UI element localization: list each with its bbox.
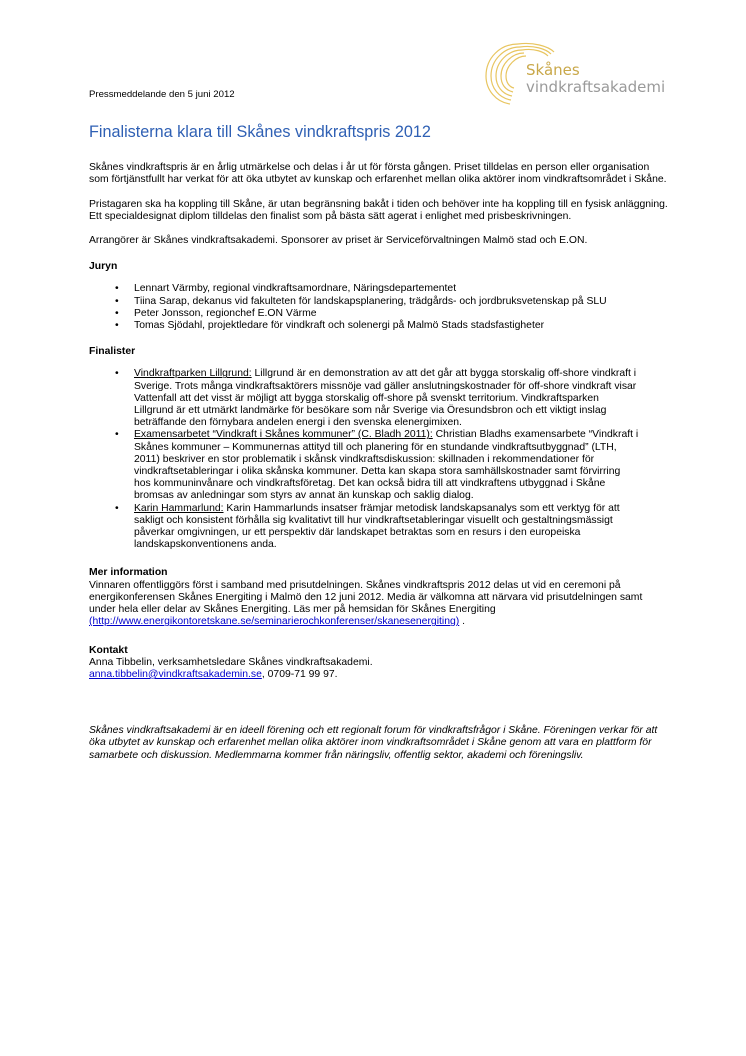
finalists-heading: Finalister	[89, 346, 136, 358]
more-info-trailing: .	[459, 616, 465, 628]
finalist-text: Christian Bladhs examensarbete “Vindkraft i Skånes kommuner – Kommunernas attityd till och planering för en stundande vindkraftsutbyggnad” (LTH, 2011) beskriver en stor problematik i skånsk vindkraftsdiskussion: skillnaden i rekommendationer för vindkraftsetableringar i olika skånska kommuner. Detta kan skapa stora samhällskostnader samt förvirring hos kommuninvånare och vindkraftsföretag. Det kan också bidra till att vindkraftens utbyggnad i Skåne bromsas av anledningar som styrs av annat än kunskap och saklig dialog.	[134, 429, 639, 502]
energiting-link[interactable]: (http://www.energikontoretskane.se/seminarierochkonferenser/skanesenergiting)	[89, 616, 460, 628]
list-item	[134, 368, 669, 429]
contact-name: Anna Tibbelin, verksamhetsledare Skånes vindkraftsakademi.	[89, 656, 373, 668]
organizers-paragraph: Arrangörer är Skånes vindkraftsakademi. Sponsorer av priset är Serviceförvaltningen Malmö stad och E.ON.	[89, 235, 588, 247]
list-item: • Peter Jonsson, regionchef E.ON Värme	[134, 308, 669, 320]
finalist-label: Karin Hammarlund:	[134, 502, 224, 514]
logo-name: Skånes	[526, 61, 580, 79]
intro-paragraph: Skånes vindkraftspris är en årlig utmärkelse och delas i år ut för första gången. Priset tilldelas en person eller organisation som förtjänstfullt har verkat för att öka utbytet av kunskap och erfarenhet mellan olika aktörer inom vindkraftsområdet i Skåne.	[89, 162, 667, 186]
list-item: • Lennart Värmby, regional vindkraftsamordnare, Näringsdepartementet	[134, 283, 669, 295]
organization-footer: Skånes vindkraftsakademi är en ideell förening och ett regionalt forum för vindkraftsfrågor i Skåne. Föreningen verkar för att öka utbytet av kunskap och erfarenhet mellan olika aktörer inom vindkraftsområdet i Skåne genom att vara en plattform för samarbete och diskussion. Medlemmarna kommer från näringsliv, offentlig sektor, akademi och föreningsliv.	[89, 725, 658, 761]
list-item: • Tomas Sjödahl, projektledare för vindkraft och solenergi på Malmö Stads stadsfastigheter	[134, 320, 669, 332]
eligibility-paragraph: Pristagaren ska ha koppling till Skåne, är utan begränsning bakåt i tiden och behöver inte ha koppling till en fysisk anläggning. Ett specialdesignat diplom tilldelas den finalist som på bästa sätt agerat i enlighet med prisbeskrivningen.	[89, 198, 668, 222]
finalist-text: Lillgrund är en demonstration av att det går att bygga storskalig off-shore vindkraft i Sverige. Trots många vindkraftsaktörers missnöje vad gäller anslutningskostnader för off-shore vindkraft visar Vattenfall att det visst är möjligt att bygga storskalig off-shore på svenskt territorium. Vindkraftsparken Lillgrund är ett utmärkt landmärke för besökare som når Sverige via Öresundsbron och ett viktigt inslag beträffande den förnybara andelen energi i den svenska elenergimixen.	[134, 368, 637, 429]
more-info-paragraph	[89, 580, 669, 629]
contact-email-link[interactable]: anna.tibbelin@vindkraftsakademin.se	[89, 668, 262, 680]
finalists-list	[89, 368, 669, 551]
finalist-label: Examensarbetet “Vindkraft i Skånes kommuner” (C. Bladh 2011):	[134, 429, 433, 441]
more-info-heading: Mer information	[89, 567, 168, 579]
document-body	[89, 89, 669, 762]
press-release-date: Pressmeddelande den 5 juni 2012	[89, 89, 235, 100]
contact-line	[89, 669, 669, 681]
more-info-text: Vinnaren offentliggörs först i samband med prisutdelningen. Skånes vindkraftspris 2012 delas ut vid en ceremoni på energikonferensen Skånes Energiting i Malmö den 12 juni 2012. Media är välkomna att närvara vid prisutdelningen samt under hela eller delar av Skånes Energiting. Läs mer på hemsidan för Skånes Energiting	[89, 579, 643, 616]
list-item	[134, 429, 669, 502]
finalist-label: Vindkraftparken Lillgrund:	[134, 368, 252, 380]
logo-subtitle: vindkraftsakademi	[526, 78, 666, 96]
list-item	[134, 503, 669, 552]
finalist-text: Karin Hammarlunds insatser främjar metodisk landskapsanalys som ett verktyg för att sakligt och konsistent förhålla sig kvalitativt till hur vindkraftsetableringar visuellt och gestaltningsmässigt påverkar omgivningen, ur ett perspektiv där landskapet betraktas som en resurs i den europeiska landskapskonventionens anda.	[134, 502, 620, 551]
contact-phone: , 0709-71 99 97.	[261, 668, 338, 680]
jury-list	[89, 283, 669, 332]
contact-heading: Kontakt	[89, 644, 128, 656]
jury-heading: Juryn	[89, 261, 118, 273]
list-item: • Tiina Sarap, dekanus vid fakulteten för landskapsplanering, trädgårds- och jordbruksvetenskap på SLU	[134, 296, 669, 308]
page-title: Finalisterna klara till Skånes vindkraftspris 2012	[89, 123, 431, 142]
